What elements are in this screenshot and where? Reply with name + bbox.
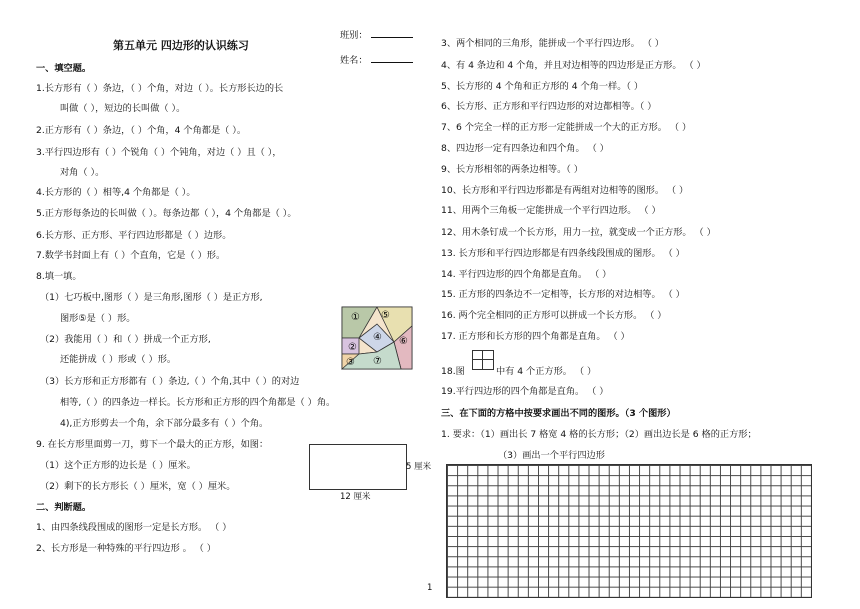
tangram-number-4: ④: [373, 332, 382, 343]
judgement-4: 4、有 4 条边和 4 个角，并且对边相等的四边形是正方形。 （ ）: [441, 60, 706, 71]
drawing-requirement-line-1: 1. 要求：（1）画出长 7 格宽 4 格的长方形；（2）画出边长是 6 格的正方形；: [441, 429, 757, 440]
question-8-3-line-1: （3）长方形和正方形都有（ ）条边,（ ）个角,其中（ ）的对边: [40, 376, 300, 387]
cut-rectangle-figure: [309, 444, 407, 490]
question-7: 7.数学书封面上有（ ）个直角，它是（ ）形。: [36, 250, 226, 261]
drawing-requirement-line-2: （3）画出一个平行四边形: [498, 450, 605, 461]
judgement-1: 1、由四条线段围成的图形一定是长方形。 （ ）: [36, 522, 232, 533]
judgement-9: 9、长方形相邻的两条边相等。（ ）: [441, 164, 583, 175]
question-1-line-1: 1.长方形有（ ）条边，（ ）个角，对边（ ）。长方形长边的长: [36, 83, 284, 94]
judgement-3: 3、两个相同的三角形，能拼成一个平行四边形。 （ ）: [441, 38, 664, 49]
section-judgement: 二、判断题。: [36, 502, 92, 513]
question-3-line-1: 3.平行四边形有（ ）个锐角（ ）个钝角，对边（ ）且（ ），: [36, 147, 282, 158]
rectangle-width-label: 12 厘米: [340, 492, 371, 502]
rectangle-height-label: 5 厘米: [406, 462, 432, 472]
tangram-number-5: ⑤: [381, 310, 390, 321]
tangram-number-1: ①: [351, 312, 360, 323]
name-field: [340, 53, 413, 67]
tangram-number-7: ⑦: [373, 356, 382, 367]
question-8-3-line-2: 相等,（ ）的四条边一样长。长方形和正方形的四个角都是（ ）角。: [60, 397, 336, 408]
judgement-14: 14. 平行四边形的四个角都是直角。 （ ）: [441, 269, 612, 280]
question-9-2: （2）剩下的长方形长（ ）厘米，宽（ ）厘米。: [40, 481, 236, 492]
class-label: 班别：: [340, 30, 368, 41]
judgement-10: 10、长方形和平行四边形都是有两组对边相等的图形。 （ ）: [441, 185, 689, 196]
page-title: 第五单元 四边形的认识练习: [113, 39, 249, 52]
question-8-4: 4),正方形剪去一个角，余下部分最多有（ ）个角。: [60, 418, 269, 429]
question-8-2-line-1: （2）我能用（ ）和（ ）拼成一个正方形,: [40, 334, 211, 345]
tangram-figure: [341, 306, 413, 370]
judgement-2: 2、长方形是一种特殊的平行四边形 。 （ ）: [36, 543, 216, 554]
question-9: 9. 在长方形里面剪一刀，剪下一个最大的正方形，如图：: [36, 439, 269, 450]
tangram-number-6: ⑥: [399, 336, 408, 347]
tangram-number-3: ③: [346, 357, 355, 368]
name-label: 姓名：: [340, 55, 368, 66]
class-field: [340, 28, 413, 42]
judgement-13: 13. 长方形和平行四边形都是有四条线段围成的图形。 （ ）: [441, 248, 685, 259]
class-blank[interactable]: [371, 28, 413, 38]
judgement-5: 5、长方形的 4 个角和正方形的 4 个角一样。（ ）: [441, 81, 644, 92]
judgement-17: 17. 正方形和长方形的四个角都是直角。 （ ）: [441, 331, 630, 342]
question-2: 2.正方形有（ ）条边，（ ）个角，4 个角都是（ ）。: [36, 125, 247, 136]
question-5: 5.正方形每条边的长叫做（ ）。每条边都（ ），4 个角都是（ ）。: [36, 208, 297, 219]
judgement-7: 7、6 个完全一样的正方形一定能拼成一个大的正方形。 （ ）: [441, 122, 692, 133]
question-9-1: （1）这个正方形的边长是（ ）厘米。: [40, 460, 196, 471]
name-blank[interactable]: [371, 53, 413, 63]
judgement-18-prefix: 18.图: [441, 366, 465, 377]
question-1-line-2: 叫做（ ），短边的长叫做（ ）。: [60, 103, 186, 114]
judgement-8: 8、四边形一定有四条边和四个角。 （ ）: [441, 143, 609, 154]
question-4: 4.长方形的（ ）相等,4 个角都是（ ）。: [36, 187, 196, 198]
four-squares-icon: [472, 350, 494, 370]
question-3-line-2: 对角（ ）。: [60, 167, 105, 178]
judgement-11: 11、用两个三角板一定能拼成一个平行四边形。 （ ）: [441, 205, 661, 216]
section-drawing: 三、在下面的方格中按要求画出不同的图形。（3 个图形）: [441, 408, 676, 419]
question-8: 8.填一填。: [36, 271, 82, 282]
judgement-18-suffix: 中有 4 个正方形。 （ ）: [496, 366, 597, 377]
judgement-6: 6、长方形、正方形和平行四边形的对边都相等。（ ）: [441, 101, 657, 112]
judgement-12: 12、用木条钉成一个长方形，用力一拉，就变成一个正方形。 （ ）: [441, 227, 716, 238]
tangram-number-2: ②: [348, 342, 357, 353]
drawing-grid[interactable]: [446, 464, 812, 598]
judgement-16: 16. 两个完全相同的正方形可以拼成一个长方形。 （ ）: [441, 310, 667, 321]
question-8-1-line-2: 图形⑤是（ ）形。: [60, 313, 136, 324]
question-8-1-line-1: （1）七巧板中,图形（ ）是三角形,图形（ ）是正方形,: [40, 292, 263, 303]
judgement-19: 19.平行四边形的四个角都是直角。 （ ）: [441, 386, 609, 397]
question-6: 6.长方形、正方形、平行四边形都是（ ）边形。: [36, 230, 232, 241]
section-fill-blank: 一、填空题。: [36, 63, 92, 74]
judgement-15: 15. 正方形的四条边不一定相等，长方形的对边相等。 （ ）: [441, 289, 685, 300]
question-8-2-line-2: 还能拼成（ ）形或（ ）形。: [60, 354, 177, 365]
page-number: 1: [427, 583, 433, 593]
